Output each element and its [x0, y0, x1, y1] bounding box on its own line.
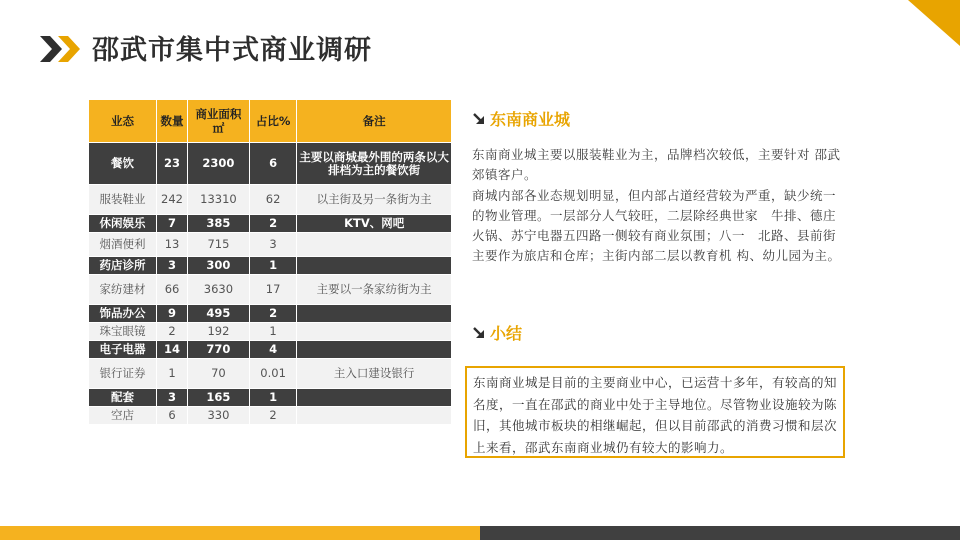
table-cell: 2	[157, 323, 188, 341]
table-row	[89, 305, 452, 323]
table-cell: 药店诊所	[89, 257, 157, 275]
table-cell: 主要以一条家纺街为主	[297, 275, 452, 305]
table-cell: 192	[188, 323, 250, 341]
table-cell: 烟酒便利	[89, 233, 157, 257]
table-row	[89, 341, 452, 359]
table-row	[89, 389, 452, 407]
table-cell	[297, 305, 452, 323]
table-row	[89, 323, 452, 341]
table-row	[89, 143, 452, 185]
table-cell	[297, 323, 452, 341]
table-cell: 6	[249, 143, 296, 185]
table-cell: 17	[249, 275, 296, 305]
table-cell: 饰品办公	[89, 305, 157, 323]
business-table	[88, 99, 452, 425]
bottom-bar-dark	[480, 526, 960, 540]
table-cell: 70	[188, 359, 250, 389]
table-cell: 165	[188, 389, 250, 407]
table-cell: 1	[157, 359, 188, 389]
table-cell: 2	[249, 407, 296, 425]
table-cell	[297, 389, 452, 407]
section-title-southeast	[472, 107, 570, 130]
table-cell: 9	[157, 305, 188, 323]
header-cell: 数量	[157, 100, 188, 143]
table-cell: 300	[188, 257, 250, 275]
table-cell: 1	[249, 389, 296, 407]
table-row	[89, 185, 452, 215]
table-cell: 62	[249, 185, 296, 215]
section-paragraph-1: 东南商业城主要以服装鞋业为主，品牌档次较低，主要针对 邵武郊镇客户。	[472, 147, 841, 182]
table-cell: 以主街及另一条街为主	[297, 185, 452, 215]
table-cell: 3	[157, 257, 188, 275]
table-cell: 13	[157, 233, 188, 257]
table-row	[89, 275, 452, 305]
table-cell: 385	[188, 215, 250, 233]
corner-triangle	[908, 0, 960, 46]
table-cell: 14	[157, 341, 188, 359]
table-cell	[297, 257, 452, 275]
table-row	[89, 257, 452, 275]
header-cell: 占比%	[249, 100, 296, 143]
table-cell: 服装鞋业	[89, 185, 157, 215]
table-cell: 4	[249, 341, 296, 359]
table-cell: 3	[157, 389, 188, 407]
header-cell: 商业面积㎡	[188, 100, 250, 143]
table-header-row	[89, 100, 452, 143]
page-title: 邵武市集中式商业调研	[92, 35, 372, 66]
double-chevron-icon	[40, 36, 84, 62]
table-cell: 休闲娱乐	[89, 215, 157, 233]
header-cell: 备注	[297, 100, 452, 143]
table-cell: 2	[249, 215, 296, 233]
section-paragraph-2: 商城内部各业态规划明显，但内部占道经营较为严重，缺少统一的物业管理。一层部分人气较旺，二层除经典世家 牛排、德庄火锅、苏宁电器五四路一侧较有商业氛围；八一 北路、县前街主要作为旅店和仓库；主街内部二层以教育机 构、幼儿园为主。	[472, 188, 841, 263]
table-cell: 主要以商城最外围的两条以大排档为主的餐饮街	[297, 143, 452, 185]
table-cell: 13310	[188, 185, 250, 215]
table-cell: 7	[157, 215, 188, 233]
table-cell	[297, 233, 452, 257]
table-cell: 电子电器	[89, 341, 157, 359]
table-row	[89, 215, 452, 233]
table-cell: 3630	[188, 275, 250, 305]
table-cell: 家纺建材	[89, 275, 157, 305]
table-cell: 1	[249, 323, 296, 341]
table-cell: 770	[188, 341, 250, 359]
bottom-bar-yellow	[0, 526, 480, 540]
table-cell: 330	[188, 407, 250, 425]
summary-box: 东南商业城是目前的主要商业中心，已运营十多年，有较高的知名度，一直在邵武的商业中处于主导地位。尽管物业设施较为陈旧，其他城市板块的相继崛起，但以目前邵武的消费习惯和层次上来看，邵武东南商业城仍有较大的影响力。	[465, 366, 845, 458]
table-cell: 495	[188, 305, 250, 323]
section-title-text: 小结	[490, 324, 523, 343]
table-cell: 餐饮	[89, 143, 157, 185]
table-cell: 珠宝眼镜	[89, 323, 157, 341]
table-cell: KTV、网吧	[297, 215, 452, 233]
table-cell: 23	[157, 143, 188, 185]
table-cell: 2	[249, 305, 296, 323]
table-cell: 3	[249, 233, 296, 257]
table-cell: 6	[157, 407, 188, 425]
section-title-text: 东南商业城	[490, 110, 571, 129]
table-row	[89, 407, 452, 425]
table-cell: 715	[188, 233, 250, 257]
table-cell: 银行证券	[89, 359, 157, 389]
table-row	[89, 359, 452, 389]
header-cell: 业态	[89, 100, 157, 143]
table-row	[89, 233, 452, 257]
table-cell: 242	[157, 185, 188, 215]
table-cell: 2300	[188, 143, 250, 185]
table-cell: 配套	[89, 389, 157, 407]
table-cell: 1	[249, 257, 296, 275]
section-title-summary	[472, 321, 522, 344]
table-cell	[297, 407, 452, 425]
table-cell: 空店	[89, 407, 157, 425]
table-cell	[297, 341, 452, 359]
table-cell: 0.01	[249, 359, 296, 389]
arrow-down-right-icon	[472, 326, 486, 340]
table-cell: 主入口建设银行	[297, 359, 452, 389]
arrow-down-right-icon	[472, 112, 486, 126]
table-cell: 66	[157, 275, 188, 305]
